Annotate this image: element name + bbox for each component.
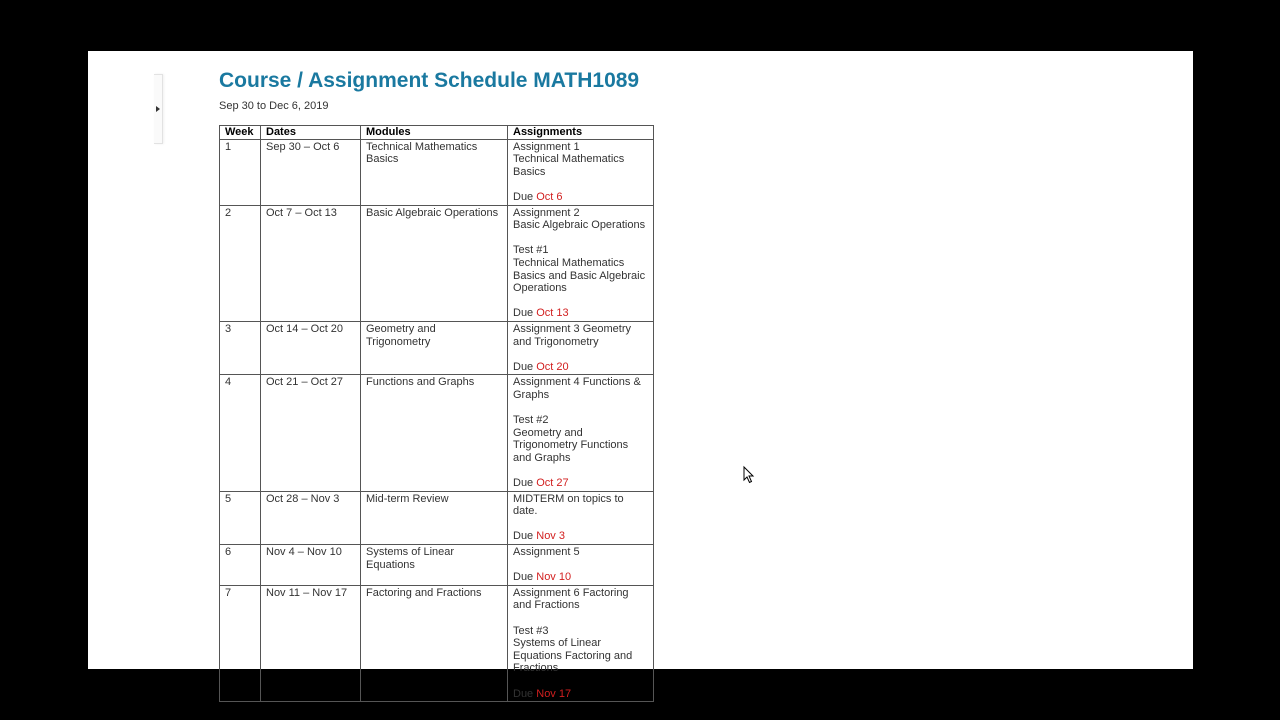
due-line — [513, 307, 648, 320]
module-cell: Mid-term Review — [361, 491, 508, 544]
chevron-right-icon — [156, 106, 160, 112]
assignment-cell — [508, 545, 654, 586]
table-row — [220, 375, 654, 491]
due-line — [513, 191, 648, 204]
module-cell: Basic Algebraic Operations — [361, 205, 508, 321]
assignment-text: Assignment 2 — [513, 206, 580, 219]
due-label: Due — [513, 477, 534, 490]
assignment-text: Assignment 3 Geometry and Trigonometry — [513, 322, 631, 348]
assignment-cell — [508, 321, 654, 374]
module-cell: Technical Mathematics Basics — [361, 139, 508, 205]
due-label: Due — [513, 687, 534, 700]
table-header-row — [220, 126, 654, 140]
side-panel-toggle[interactable] — [154, 74, 163, 144]
module-cell: Systems of Linear Equations — [361, 545, 508, 586]
mouse-pointer-icon — [743, 466, 755, 484]
module-cell: Factoring and Fractions — [361, 585, 508, 701]
schedule-body — [220, 139, 654, 702]
week-cell: 7 — [220, 585, 261, 701]
due-label: Due — [513, 571, 534, 584]
assignment-text: Assignment 5 — [513, 546, 580, 558]
assignment-cell — [508, 585, 654, 701]
header-assignments: Assignments — [508, 126, 654, 140]
assignment-text: Assignment 1 — [513, 140, 580, 153]
assignment-text: MIDTERM on topics to date. — [513, 492, 624, 518]
test-text: Systems of Linear Equations Factoring and Fractions — [513, 637, 633, 675]
assignment-text: Technical Mathematics Basics — [513, 153, 625, 178]
header-week: Week — [220, 126, 261, 140]
due-line — [513, 571, 648, 584]
assignment-cell — [508, 205, 654, 321]
document-viewer — [88, 51, 1193, 700]
test-text: Test #1 — [513, 244, 549, 257]
table-row — [220, 321, 654, 374]
module-cell: Geometry and Trigonometry — [361, 321, 508, 374]
schedule-table — [219, 125, 654, 702]
due-line — [513, 477, 648, 490]
dates-cell: Oct 7 – Oct 13 — [261, 205, 361, 321]
table-row — [220, 205, 654, 321]
test-text: Technical Mathematics Basics and Basic Algebraic Operations — [513, 256, 646, 295]
week-cell: 3 — [220, 321, 261, 374]
week-cell: 6 — [220, 545, 261, 586]
due-label: Due — [513, 307, 534, 320]
due-date: Nov 3 — [536, 530, 565, 543]
assignment-cell — [508, 139, 654, 205]
table-row — [220, 585, 654, 701]
dates-cell: Oct 21 – Oct 27 — [261, 375, 361, 491]
test-text: Geometry and Trigonometry Functions and Graphs — [513, 426, 629, 464]
assignment-cell — [508, 491, 654, 544]
week-cell: 1 — [220, 139, 261, 205]
assignment-text: Basic Algebraic Operations — [513, 219, 646, 232]
module-cell: Functions and Graphs — [361, 375, 508, 491]
week-cell: 2 — [220, 205, 261, 321]
week-cell: 5 — [220, 491, 261, 544]
header-modules: Modules — [361, 126, 508, 140]
date-range-subtitle: Sep 30 to Dec 6, 2019 — [219, 100, 329, 112]
table-row — [220, 545, 654, 586]
due-date: Oct 27 — [536, 477, 569, 490]
test-text: Test #3 — [513, 624, 549, 637]
page-title: Course / Assignment Schedule MATH1089 — [219, 69, 640, 92]
assignment-text: Assignment 6 Factoring and Fractions — [513, 586, 629, 612]
due-label: Due — [513, 360, 534, 373]
dates-cell: Oct 14 – Oct 20 — [261, 321, 361, 374]
dates-cell: Nov 11 – Nov 17 — [261, 585, 361, 701]
due-label: Due — [513, 190, 534, 203]
due-date: Oct 6 — [536, 190, 563, 203]
test-text: Test #2 — [513, 414, 549, 427]
due-label: Due — [513, 530, 534, 543]
assignment-text: Assignment 4 Functions & Graphs — [513, 376, 641, 401]
table-row — [220, 139, 654, 205]
dates-cell: Sep 30 – Oct 6 — [261, 139, 361, 205]
header-dates: Dates — [261, 126, 361, 140]
due-date: Nov 17 — [536, 687, 572, 700]
table-row — [220, 491, 654, 544]
due-line — [513, 688, 648, 701]
assignment-cell — [508, 375, 654, 491]
due-line — [513, 530, 648, 543]
dates-cell: Nov 4 – Nov 10 — [261, 545, 361, 586]
due-date: Oct 20 — [536, 360, 569, 373]
due-date: Nov 10 — [536, 571, 572, 584]
dates-cell: Oct 28 – Nov 3 — [261, 491, 361, 544]
week-cell: 4 — [220, 375, 261, 491]
due-line — [513, 361, 648, 374]
due-date: Oct 13 — [536, 307, 569, 320]
